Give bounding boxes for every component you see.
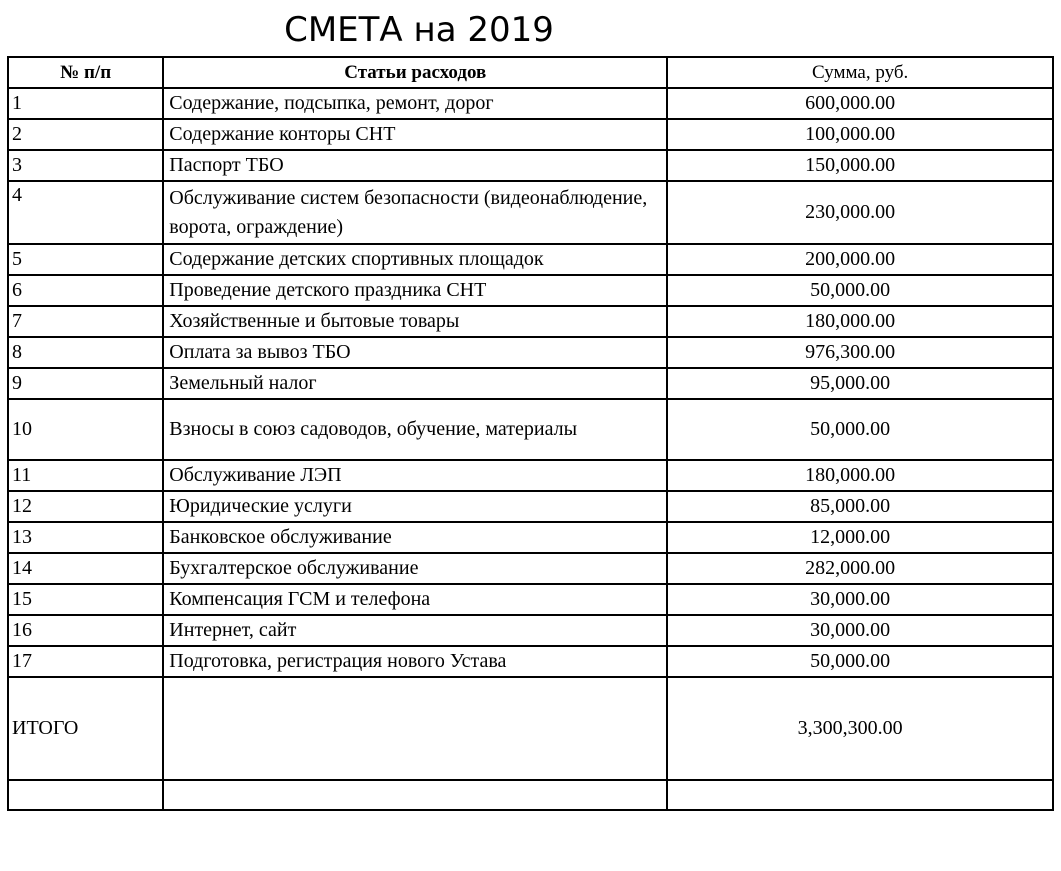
row-item: Юридические услуги	[163, 491, 667, 522]
empty-cell	[163, 780, 667, 810]
header-amount: Сумма, руб.	[667, 57, 1053, 88]
row-amount: 600,000.00	[667, 88, 1053, 119]
row-item: Содержание детских спортивных площадок	[163, 244, 667, 275]
row-amount: 200,000.00	[667, 244, 1053, 275]
row-amount: 282,000.00	[667, 553, 1053, 584]
row-amount: 230,000.00	[667, 181, 1053, 244]
row-item: Компенсация ГСМ и телефона	[163, 584, 667, 615]
row-num: 9	[8, 368, 163, 399]
total-row	[8, 677, 1053, 780]
table-row	[8, 368, 1053, 399]
empty-row	[8, 780, 1053, 810]
row-item: Содержание конторы СНТ	[163, 119, 667, 150]
page-title: СМЕТА на 2019	[284, 10, 554, 50]
empty-cell	[667, 780, 1053, 810]
table-row	[8, 275, 1053, 306]
row-item: Интернет, сайт	[163, 615, 667, 646]
total-label: ИТОГО	[8, 677, 163, 780]
row-num: 3	[8, 150, 163, 181]
row-num: 13	[8, 522, 163, 553]
row-num: 16	[8, 615, 163, 646]
table-row	[8, 150, 1053, 181]
table-header-row	[8, 57, 1053, 88]
table-row	[8, 88, 1053, 119]
estimate-table	[7, 56, 1054, 811]
row-num: 2	[8, 119, 163, 150]
row-num: 4	[8, 181, 163, 244]
row-amount: 100,000.00	[667, 119, 1053, 150]
row-num: 14	[8, 553, 163, 584]
row-item: Бухгалтерское обслуживание	[163, 553, 667, 584]
table-row	[8, 460, 1053, 491]
row-num: 1	[8, 88, 163, 119]
row-num: 12	[8, 491, 163, 522]
row-amount: 976,300.00	[667, 337, 1053, 368]
row-num: 10	[8, 399, 163, 460]
row-amount: 30,000.00	[667, 615, 1053, 646]
table-row	[8, 337, 1053, 368]
row-amount: 12,000.00	[667, 522, 1053, 553]
row-num: 6	[8, 275, 163, 306]
row-amount: 150,000.00	[667, 150, 1053, 181]
table-row	[8, 584, 1053, 615]
row-num: 11	[8, 460, 163, 491]
row-num: 15	[8, 584, 163, 615]
table-row	[8, 553, 1053, 584]
row-amount: 95,000.00	[667, 368, 1053, 399]
header-num: № п/п	[8, 57, 163, 88]
row-num: 5	[8, 244, 163, 275]
row-item: Содержание, подсыпка, ремонт, дорог	[163, 88, 667, 119]
header-item: Статьи расходов	[163, 57, 667, 88]
table-row	[8, 119, 1053, 150]
table-row	[8, 491, 1053, 522]
row-item: Банковское обслуживание	[163, 522, 667, 553]
row-item: Паспорт ТБО	[163, 150, 667, 181]
table-row	[8, 306, 1053, 337]
row-item: Обслуживание систем безопасности (видеонаблюдение, ворота, ограждение)	[163, 181, 667, 244]
row-item: Проведение детского праздника СНТ	[163, 275, 667, 306]
row-item: Земельный налог	[163, 368, 667, 399]
row-num: 7	[8, 306, 163, 337]
table-row	[8, 244, 1053, 275]
row-amount: 180,000.00	[667, 306, 1053, 337]
row-amount: 50,000.00	[667, 275, 1053, 306]
empty-cell	[8, 780, 163, 810]
table-row	[8, 522, 1053, 553]
table-row	[8, 181, 1053, 244]
table-row	[8, 615, 1053, 646]
total-item-empty	[163, 677, 667, 780]
row-num: 8	[8, 337, 163, 368]
row-amount: 180,000.00	[667, 460, 1053, 491]
row-item: Обслуживание ЛЭП	[163, 460, 667, 491]
row-item: Оплата за вывоз ТБО	[163, 337, 667, 368]
table-row	[8, 646, 1053, 677]
total-amount: 3,300,300.00	[667, 677, 1053, 780]
table-row	[8, 399, 1053, 460]
row-amount: 85,000.00	[667, 491, 1053, 522]
row-item: Подготовка, регистрация нового Устава	[163, 646, 667, 677]
row-amount: 50,000.00	[667, 399, 1053, 460]
row-item: Взносы в союз садоводов, обучение, материалы	[163, 399, 667, 460]
row-num: 17	[8, 646, 163, 677]
row-item: Хозяйственные и бытовые товары	[163, 306, 667, 337]
row-amount: 50,000.00	[667, 646, 1053, 677]
row-amount: 30,000.00	[667, 584, 1053, 615]
